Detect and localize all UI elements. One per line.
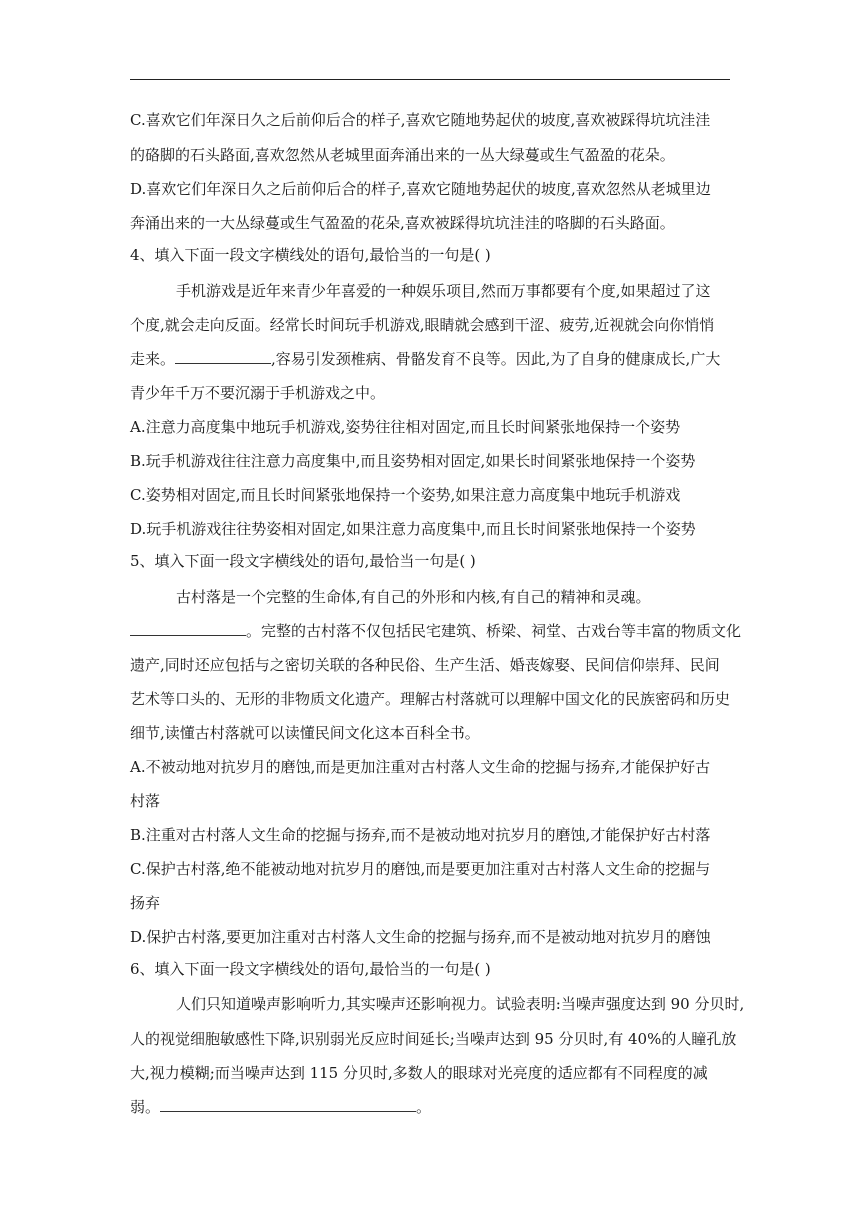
- q4-answer-blank: [175, 349, 271, 364]
- q6-stem: 6、填入下面一段文字横线处的语句,最恰当的一句是( ): [130, 960, 491, 978]
- q4-option-b: B.玩手机游戏往往注意力高度集中,而且姿势相对固定,如果长时间紧张地保持一个姿势: [130, 452, 696, 470]
- q6-passage-line2: 人的视觉细胞敏感性下降,识别弱光反应时间延长;当噪声达到 95 分贝时,有 40%的人瞳孔放: [130, 1030, 737, 1048]
- q4-option-a: A.注意力高度集中地玩手机游戏,姿势往往相对固定,而且长时间紧张地保持一个姿势: [130, 418, 681, 436]
- q3-option-c-line2: 的硌脚的石头路面,喜欢忽然从老城里面奔涌出来的一丛大绿蔓或生气盈盈的花朵。: [130, 146, 675, 164]
- q5-passage-line2-post: 。完整的古村落不仅包括民宅建筑、桥梁、祠堂、古戏台等丰富的物质文化: [246, 622, 742, 640]
- q4-passage-line1: 手机游戏是近年来青少年喜爱的一种娱乐项目,然而万事都要有个度,如果超过了这: [176, 282, 711, 300]
- q5-passage-line4: 艺术等口头的、无形的非物质文化遗产。理解古村落就可以理解中国文化的民族密码和历史: [130, 690, 731, 708]
- q6-passage-line4-pre: 弱。: [130, 1098, 161, 1116]
- q6-passage-line3: 大,视力模糊;而当噪声达到 115 分贝时,多数人的眼球对光亮度的适应都有不同程度的减: [130, 1064, 708, 1082]
- q5-passage-line1: 古村落是一个完整的生命体,有自己的外形和内核,有自己的精神和灵魂。: [176, 588, 651, 606]
- q4-stem: 4、填入下面一段文字横线处的语句,最恰当的一句是( ): [130, 246, 491, 264]
- q3-option-d-line2: 奔涌出来的一大丛绿蔓或生气盈盈的花朵,喜欢被踩得坑坑洼洼的咯脚的石头路面。: [130, 214, 675, 232]
- q5-option-c-line1: C.保护古村落,绝不能被动地对抗岁月的磨蚀,而是要更加注重对古村落人文生命的挖掘与: [130, 860, 711, 878]
- q3-option-c-line1: C.喜欢它们年深日久之后前仰后合的样子,喜欢它随地势起伏的坡度,喜欢被踩得坑坑洼洼: [130, 111, 711, 129]
- q3-option-d-line1: D.喜欢它们年深日久之后前仰后合的样子,喜欢它随地势起伏的坡度,喜欢忽然从老城里边: [130, 180, 711, 198]
- q4-option-d: D.玩手机游戏往往势姿相对固定,如果注意力高度集中,而且长时间紧张地保持一个姿势: [130, 520, 696, 538]
- q4-passage-line3-post: ,容易引发颈椎病、骨骼发育不良等。因此,为了自身的健康成长,广大: [271, 350, 721, 368]
- q5-option-d: D.保护古村落,要更加注重对古村落人文生命的挖掘与扬弃,而不是被动地对抗岁月的磨蚀: [130, 928, 711, 946]
- q5-passage-line2: [130, 621, 741, 641]
- q5-option-c-line2: 扬弃: [130, 894, 161, 912]
- q4-passage-line4: 青少年千万不要沉溺于手机游戏之中。: [130, 384, 386, 402]
- q6-passage-line4: [130, 1097, 431, 1117]
- q6-passage-line4-post: 。: [416, 1098, 432, 1116]
- q4-passage-line2: 个度,就会走向反面。经常长时间玩手机游戏,眼睛就会感到干涩、疲劳,近视就会向你悄悄: [130, 316, 715, 334]
- q5-answer-blank: [130, 621, 246, 636]
- q6-answer-blank: [160, 1097, 416, 1112]
- header-rule: [130, 79, 730, 80]
- q5-passage-line5: 细节,读懂古村落就可以读懂民间文化这本百科全书。: [130, 724, 480, 742]
- q4-passage-line3-pre: 走来。: [130, 350, 176, 368]
- q5-option-b: B.注重对古村落人文生命的挖掘与扬弃,而不是被动地对抗岁月的磨蚀,才能保护好古村落: [130, 826, 711, 844]
- q5-option-a-line2: 村落: [130, 792, 161, 810]
- q4-passage-line3: [130, 349, 720, 369]
- q5-stem: 5、填入下面一段文字横线处的语句,最恰当一句是( ): [130, 552, 476, 570]
- q5-passage-line3: 遗产,同时还应包括与之密切关联的各种民俗、生产生活、婚丧嫁娶、民间信仰崇拜、民间: [130, 656, 720, 674]
- q4-option-c: C.姿势相对固定,而且长时间紧张地保持一个姿势,如果注意力高度集中地玩手机游戏: [130, 486, 681, 504]
- q6-passage-line1: 人们只知道噪声影响听力,其实噪声还影响视力。试验表明:当噪声强度达到 90 分贝时,: [176, 995, 745, 1013]
- q5-option-a-line1: A.不被动地对抗岁月的磨蚀,而是更加注重对古村落人文生命的挖掘与扬弃,才能保护好古: [130, 758, 711, 776]
